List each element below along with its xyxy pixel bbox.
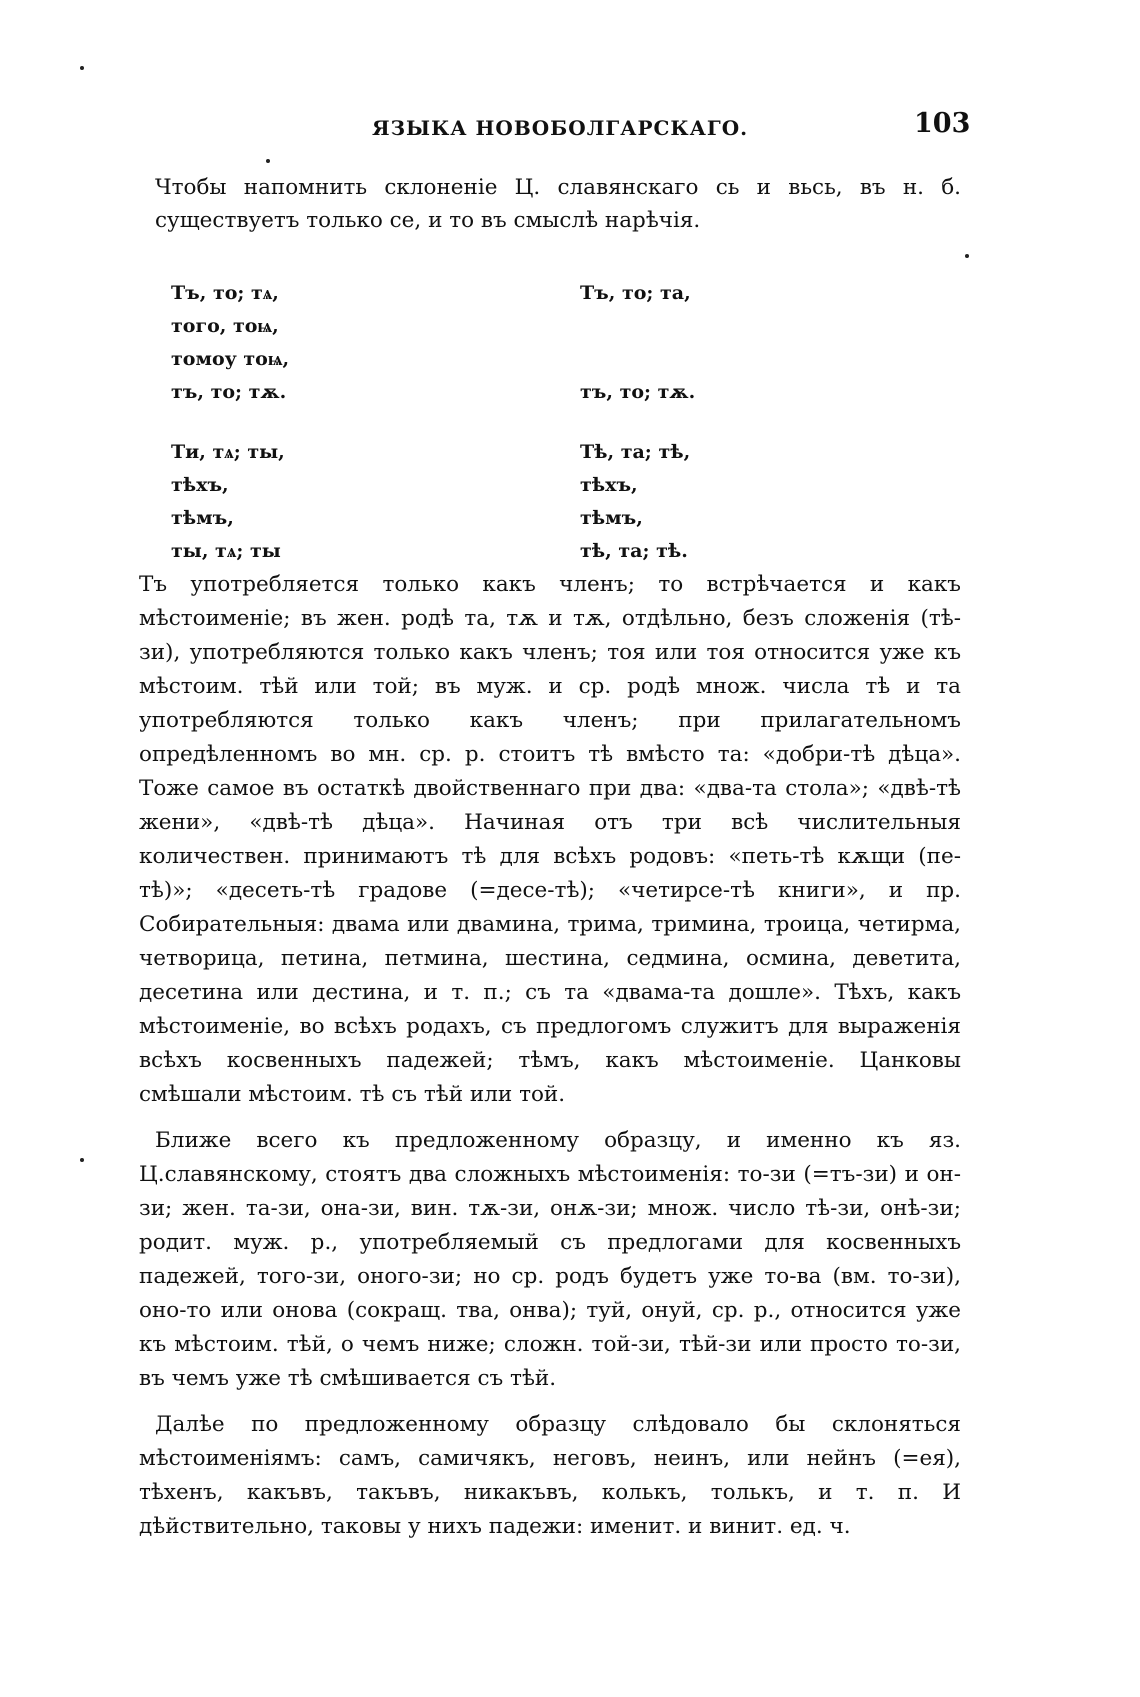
- paragraph-declension-continued: Далѣе по предложенному образцу слѣдовало бы склоняться мѣстоименіямъ: самъ, самичякъ, неговъ, неинъ, или нейнъ (=ея), тѣхенъ, какъвъ, такъвъ, никакъвъ, колькъ, толькъ, и т. п. И дѣйствительно, таковы у нихъ падежи: именит. и винит. ед. ч.: [139, 1412, 961, 1539]
- paragraph-compound-pronouns: Ближе всего къ предложенному образцу, и именно къ яз. Ц.славянскому, стоятъ два сложныхъ мѣстоименія: то-зи (=тъ-зи) и он-зи; жен. та-зи, она-зи, вин. тѫ-зи, онѫ-зи; множ. число тѣ-зи, онѣ-зи; родит. муж. р., употребляемый съ предлогами для косвенныхъ падежей, того-зи, оного-зи; но ср. родъ будетъ уже то-ва (вм. то-зи), оно-то или онова (сокращ. тва, онва); туй, онуй, ср. р., относится уже къ мѣстоим. тѣй, о чемъ ниже; сложн. той-зи, тѣй-зи или просто то-зи, въ чемъ уже тѣ смѣшивается съ тѣй.: [139, 1128, 961, 1391]
- table-cell: тѣхъ,: [580, 474, 638, 496]
- table-cell: тѣмъ,: [171, 507, 234, 529]
- table-spacer: [171, 409, 871, 436]
- table-cell: тъ, то; тѫ.: [580, 381, 696, 403]
- paragraph-article-usage: Тъ употребляется только какъ членъ; то встрѣчается и какъ мѣстоименіе; въ жен. родѣ та, тѫ и тѫ, отдѣльно, безъ сложенія (тѣ-зи), употребляются только какъ членъ; тоя или тоя относится уже къ мѣстоим. тѣй или той; въ муж. и ср. родѣ множ. числа тѣ и та употребляются только какъ членъ; при прилагательномъ опредѣленномъ во мн. ср. р. стоитъ тѣ вмѣсто та: «добри-тѣ дѣца». Тоже самое въ остаткѣ двойственнаго при два: «два-та стола»; «двѣ-тѣ жени», «двѣ-тѣ дѣца». Начиная отъ три всѣ числительныя количествен. принимаютъ тѣ для всѣхъ родовъ: «петь-тѣ кѫщи (пе-тѣ)»; «десеть-тѣ градове (=десе-тѣ); «четирсе-тѣ книги», и пр. Собирательныя: двама или двамина, трима, тримина, троица, четирма, четворица, петина, петмина, шестина, седмина, осмина, деветита, десетина или дестина, и т. п.; съ та «двама-та дошле». Тѣхъ, какъ мѣстоименіе, во всѣхъ родахъ, съ предлогомъ служитъ для выраженія всѣхъ косвенныхъ падежей; тѣмъ, какъ мѣстоименіе. Цанковы смѣшали мѣстоим. тѣ съ тѣй или той.: [139, 572, 961, 1107]
- table-cell: Ти, тѧ; ты,: [171, 441, 285, 463]
- running-title: ЯЗЫКА НОВОБОЛГАРСКАГО.: [372, 116, 749, 140]
- table-row: [171, 376, 871, 409]
- page-number: 103: [914, 108, 971, 139]
- table-row: [171, 502, 871, 535]
- table-row: [171, 535, 871, 568]
- table-row: [171, 310, 871, 343]
- table-cell: тѣмъ,: [580, 507, 643, 529]
- scan-dot: [80, 1158, 84, 1162]
- page-header: [0, 108, 1140, 148]
- table-row: [171, 277, 871, 310]
- table-cell: тѣ, та; тѣ.: [580, 540, 688, 562]
- table-row: [171, 436, 871, 469]
- table-cell: томоу тоѩ,: [171, 348, 290, 370]
- scan-dot: [266, 159, 270, 163]
- table-cell: ты, тѧ; ты: [171, 540, 281, 562]
- body-text: [139, 568, 961, 1556]
- table-cell: тѣхъ,: [171, 474, 229, 496]
- scan-dot: [80, 66, 84, 70]
- table-cell: Тъ, то; тѧ,: [171, 282, 279, 304]
- table-cell: того, тоѩ,: [171, 315, 279, 337]
- table-cell: тъ, то; тѫ.: [171, 381, 287, 403]
- table-cell: Тъ, то; та,: [580, 282, 691, 304]
- table-row: [171, 343, 871, 376]
- table-cell: Тѣ, та; тѣ,: [580, 441, 691, 463]
- table-row: [171, 469, 871, 502]
- intro-paragraph: Чтобы напомнить склоненіе Ц. славянскаго сь и вьсь, въ н. б. существуетъ только се, и то въ смыслѣ нарѣчія.: [155, 175, 961, 233]
- declension-table: [171, 277, 871, 568]
- scan-dot: [965, 254, 969, 258]
